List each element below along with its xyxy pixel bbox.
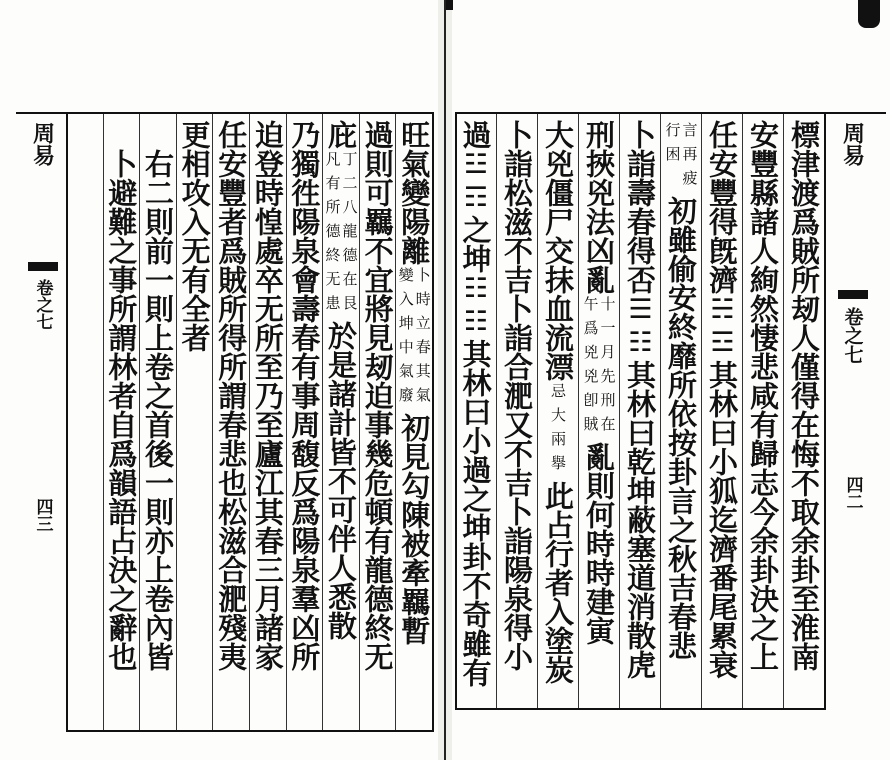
text-run: 迫登時惶處卒无所至乃至廬江其春三月諸家 xyxy=(250,120,285,671)
text-column xyxy=(322,114,359,730)
text-run: 過則可羈不宜將見刼迫事幾危頓有龍德終无 xyxy=(360,120,395,671)
hexagram-glyph: ☷☷ xyxy=(460,273,492,339)
text-run: 之坤 xyxy=(458,215,493,273)
text-run: 任安豐得旣濟 xyxy=(705,120,739,294)
text-column xyxy=(176,114,213,730)
text-run: 標津渡爲賊所刼人僅得在悔不取余卦至淮南 xyxy=(787,120,821,671)
ink-blot xyxy=(858,0,880,28)
margin-top-rule xyxy=(16,112,66,114)
text-run: 其林曰乾坤蔽塞道消散虎 xyxy=(623,360,657,679)
text-run: 其林曰小狐迄濟番尾累衰 xyxy=(705,360,739,679)
hexagram-glyph: ☳☶ xyxy=(460,149,492,215)
text-column xyxy=(359,114,396,730)
page-number: 四三 xyxy=(32,498,53,532)
text-run: 初雖偷安終靡所依按卦言之秋吉春悲 xyxy=(664,196,698,660)
text-run: 卜避難之事所謂林者自爲韻語占決之辭也 xyxy=(104,149,139,671)
text-column xyxy=(701,114,742,708)
text-column xyxy=(578,114,619,708)
text-column xyxy=(455,114,496,708)
text-run: 過 xyxy=(458,120,493,149)
text-run: 卜詣壽春得否 xyxy=(623,120,657,294)
annotation-line: 忌大兩擧 xyxy=(549,383,567,479)
text-column xyxy=(619,114,660,708)
text-run: 安豐縣諸人絢然悽悲咸有歸志今余卦決之上 xyxy=(746,120,780,671)
text-run: 更相攻入无有全者 xyxy=(177,120,212,352)
text-run: 庇 xyxy=(324,120,359,149)
text-column xyxy=(395,114,432,730)
text-column xyxy=(660,114,701,708)
margin-top-rule xyxy=(826,112,886,114)
book-title: 周易 xyxy=(839,122,866,166)
text-run: 於是諸計皆不可伴人悉散 xyxy=(324,321,359,640)
right-page-frame xyxy=(455,112,826,710)
fish-tail-mark xyxy=(838,290,868,299)
text-run: 刑挾兇法凶亂 xyxy=(582,120,616,294)
annotation-line: 丁二八龍德在艮 xyxy=(340,151,359,319)
fish-tail-mark xyxy=(28,262,58,271)
text-column xyxy=(742,114,783,708)
annotation-line: 行困 xyxy=(663,122,682,170)
annotation-note xyxy=(583,296,616,440)
page-number: 四二 xyxy=(842,476,863,510)
annotation-note xyxy=(550,383,566,479)
text-column xyxy=(249,114,286,730)
text-run: 乃獨徃陽泉會壽春有事周馥反爲陽泉羣凶所 xyxy=(287,120,322,671)
annotation-line: 變入坤中氣廢 xyxy=(396,267,415,411)
text-run: 其林曰小過之坤卦不奇雖有 xyxy=(458,339,493,687)
annotation-line: 言再疲 xyxy=(680,122,699,194)
text-run: 亂則何時時建寅 xyxy=(582,442,616,645)
annotation-line: 午爲兇兇卽賊 xyxy=(581,296,600,440)
hexagram-glyph: ☰☷ xyxy=(625,294,656,360)
volume-label: 卷之七 xyxy=(841,307,864,364)
text-run: 右二則前一則上卷之首後一則亦上卷內皆 xyxy=(141,149,176,671)
left-page-margin xyxy=(20,122,66,532)
text-column xyxy=(496,114,537,708)
text-column xyxy=(783,114,824,708)
left-page-frame xyxy=(66,112,434,732)
text-run: 此占行者入塗炭 xyxy=(541,481,575,684)
annotation-line: 卜時立春其氣 xyxy=(413,267,432,411)
annotation-note xyxy=(398,267,431,411)
binding-mark xyxy=(446,0,453,10)
text-column xyxy=(103,114,140,730)
text-run: 任安豐者爲賊所得所謂春悲也松滋合淝殘夷 xyxy=(214,120,249,671)
annotation-line: 十一月先刑在 xyxy=(598,296,617,440)
text-run: 卜詣松滋不吉卜詣合淝又不吉卜詣陽泉得小 xyxy=(500,120,534,671)
hexagram-glyph: ☵☲ xyxy=(707,294,738,360)
text-run: 初見勾陳被牽羈暫 xyxy=(397,413,432,645)
right-page-margin xyxy=(830,122,876,510)
volume-label: 卷之七 xyxy=(32,279,53,330)
annotation-note xyxy=(665,122,698,194)
annotation-line: 凡有所德終无患 xyxy=(323,151,342,319)
text-column xyxy=(286,114,323,730)
text-column xyxy=(139,114,176,730)
text-column xyxy=(537,114,578,708)
text-column xyxy=(66,114,103,730)
text-run: 旺氣變陽離 xyxy=(397,120,432,265)
annotation-note xyxy=(325,151,358,319)
book-title: 周易 xyxy=(29,122,56,166)
gutter-line xyxy=(444,0,446,760)
text-column xyxy=(212,114,249,730)
text-run: 大兇僵尸交抹血流漂 xyxy=(541,120,575,381)
